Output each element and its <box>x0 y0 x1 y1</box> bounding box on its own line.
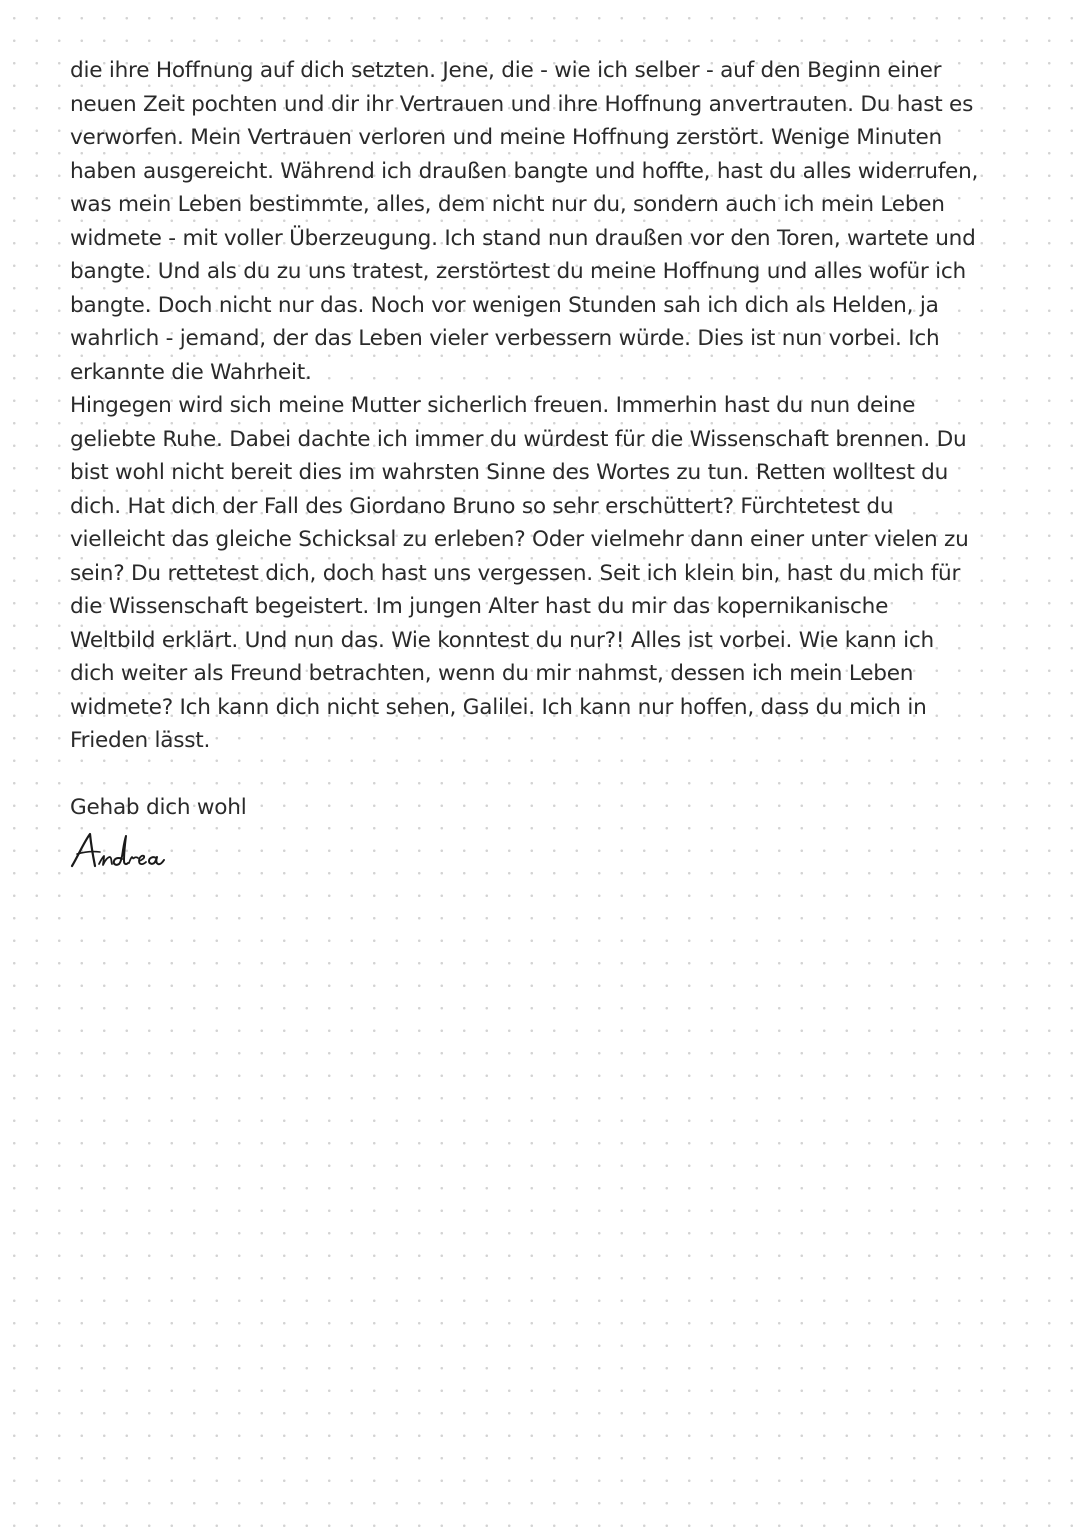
letter-line: vielleicht das gleiche Schicksal zu erleben? Oder vielmehr dann einer unter vielen zu <box>70 527 969 552</box>
letter-line: bangte. Und als du zu uns tratest, zerstörtest du meine Hoffnung und alles wofür ich <box>70 259 966 284</box>
letter-line: bangte. Doch nicht nur das. Noch vor wenigen Stunden sah ich dich als Helden, ja <box>70 292 939 318</box>
handwritten-signature <box>70 830 210 874</box>
letter-line: Frieden lässt. <box>70 728 211 753</box>
letter-line: geliebte Ruhe. Dabei dachte ich immer du würdest für die Wissenschaft brennen. Du <box>70 426 967 452</box>
letter-line: erkannte die Wahrheit. <box>70 359 312 385</box>
letter-line: widmete - mit voller Überzeugung. Ich stand nun draußen vor den Toren, wartete und <box>70 225 976 251</box>
letter-line: haben ausgereicht. Während ich draußen bangte und hoffte, hast du alles widerrufen, <box>70 158 979 184</box>
letter-line: dich. Hat dich der Fall des Giordano Bruno so sehr erschüttert? Fürchtetest du <box>70 493 894 519</box>
letter-line: dich weiter als Freund betrachten, wenn du mir nahmst, dessen ich mein Leben <box>70 661 914 686</box>
letter-line: bist wohl nicht bereit dies im wahrsten Sinne des Wortes zu tun. Retten wolltest du <box>70 460 949 485</box>
letter-line: was mein Leben bestimmte, alles, dem nicht nur du, sondern auch ich mein Leben <box>70 192 945 217</box>
signature-text: Andrea <box>70 830 74 831</box>
letter-line: widmete? Ich kann dich nicht sehen, Galilei. Ich kann nur hoffen, dass du mich in <box>70 694 927 720</box>
letter-page <box>70 54 1030 825</box>
letter-line: sein? Du rettetest dich, doch hast uns vergessen. Seit ich klein bin, hast du mich für <box>70 560 961 586</box>
letter-line: Hingegen wird sich meine Mutter sicherlich freuen. Immerhin hast du nun deine <box>70 393 916 418</box>
paragraph-gap <box>70 758 1030 792</box>
letter-line: neuen Zeit pochten und dir ihr Vertrauen und ihre Hoffnung anvertrauten. Du hast es <box>70 91 974 117</box>
letter-line: die ihre Hoffnung auf dich setzten. Jene, die - wie ich selber - auf den Beginn einer <box>70 58 942 83</box>
letter-line: die Wissenschaft begeistert. Im jungen Alter hast du mir das kopernikanische <box>70 594 889 619</box>
letter-line: verworfen. Mein Vertrauen verloren und meine Hoffnung zerstört. Wenige Minuten <box>70 125 942 150</box>
letter-line: wahrlich - jemand, der das Leben vieler verbessern würde. Dies ist nun vorbei. Ich <box>70 326 940 351</box>
letter-line: Weltbild erklärt. Und nun das. Wie konntest du nur?! Alles ist vorbei. Wie kann ich <box>70 627 934 653</box>
closing-line: Gehab dich wohl <box>70 795 247 820</box>
